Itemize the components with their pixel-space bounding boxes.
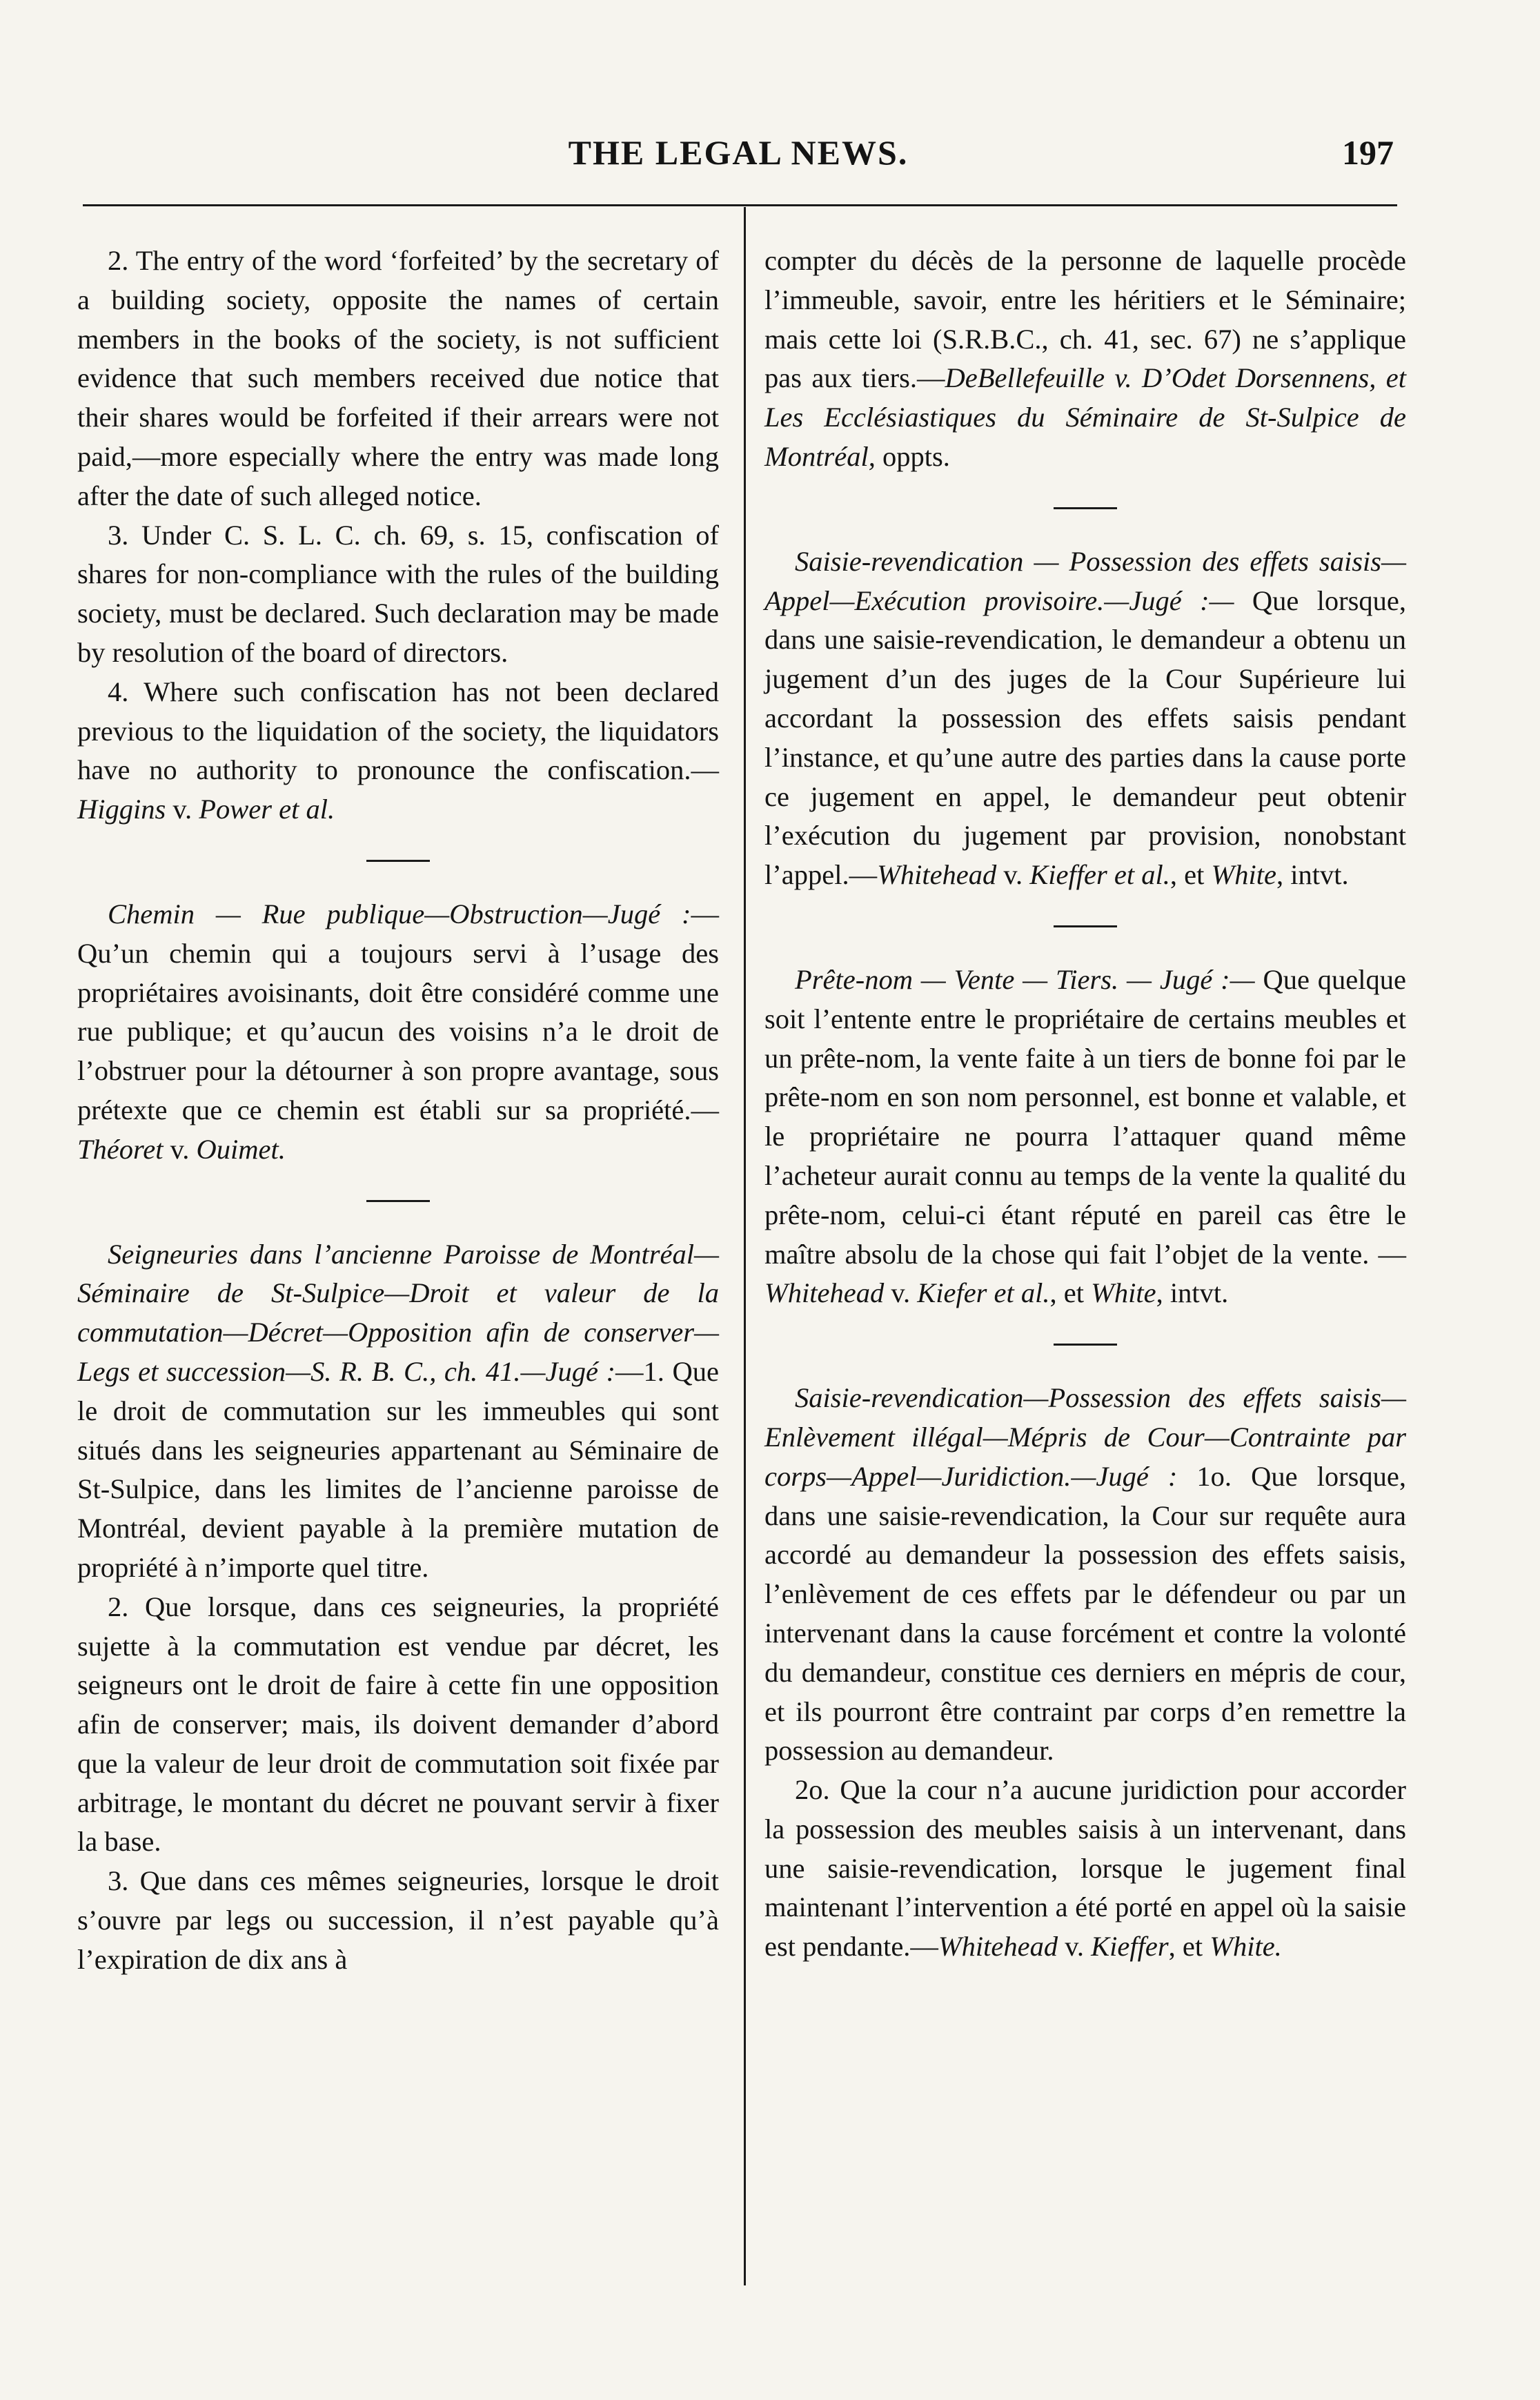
case-party: White [1211,859,1276,891]
continued-text: compter du décès de la personne de laquelle procède l’immeuble, savoir, entre les héritiers et le Séminaire; mais cette loi (S.R.B.C., ch. 41, sec. 67) ne s’applique pas aux tiers.— [764,245,1406,394]
saisie-note-1 [764,542,1406,895]
case-party: Higgins [77,794,166,825]
case-party: Power et al. [199,794,335,825]
conjunction: , et [1168,1931,1210,1963]
case-party: Whitehead [764,1277,885,1309]
case-party: Kieffer [1091,1931,1169,1963]
case-party: Whitehead [877,859,997,891]
header-rule [83,204,1397,206]
page-number: 197 [1342,133,1394,172]
chemin-text: —Qu’un chemin qui a toujours servi à l’usage des propriétaires avoisinants, doit être considéré comme une rue publique; et qu’aucun des voisins n’a le droit de l’obstruer pour la détourner à son propre avantage, sous prétexte que ce chemin est établi sur sa propriété.— [77,898,719,1125]
case-party: White [1091,1277,1156,1309]
paragraph-3: 3. Under C. S. L. C. ch. 69, s. 15, confiscation of shares for non-compliance with the rules of the building society, must be declared. Such declaration may be made by resolution of the board of directors. [77,519,719,668]
continued-paragraph [764,242,1406,477]
seigneuries-heading: Seigneuries dans l’ancienne Paroisse de Montréal—Séminaire de St-Sulpice—Droit et valeur de la commutation—Décret—Opposition afin de conserver—Legs et succession—S. R. B. C., ch. 41.—Jugé : [77,1238,719,1387]
saisie-point-2 [764,1771,1406,1967]
versus: v. [884,1277,918,1309]
case-party: Théoret [77,1133,164,1165]
right-column [764,242,1406,1967]
versus: v. [166,794,199,825]
case-party: Kiefer et al. [917,1277,1050,1309]
section-separator [366,1200,430,1202]
prete-nom-note [764,961,1406,1313]
paragraph-2: 2. The entry of the word ‘forfeited’ by the secretary of a building society, opposite the names of certain members in the books of the society, is not sufficient evidence that such members received due notice that their shares would be forfeited if their arrears were not paid,—more especially where the entry was made long after the date of such alleged notice. [77,245,719,511]
section-separator [1054,507,1117,509]
case-party: Kieffer et al. [1029,859,1170,891]
case-party: White. [1210,1931,1282,1963]
case-party: Whitehead [938,1931,1058,1963]
versus: v. [163,1133,197,1165]
left-column [77,242,719,1980]
chemin-note [77,895,719,1170]
column-divider [744,207,746,2285]
page-header [83,132,1394,195]
seigneuries-point-3: 3. Que dans ces mêmes seigneuries, lorsque le droit s’ouvre par legs ou succession, il n’est payable qu’à l’expiration de dix ans à [77,1865,719,1975]
case-parties: DeBellefeuille v. D’Odet Dorsennens, et Les Ecclésiastiques du Séminaire de St-Sulpice de Montréal, [764,362,1406,472]
conjunction: , et [1169,859,1212,891]
saisie-point-2-text: 2o. Que la cour n’a aucune juridiction pour accorder la possession des meubles saisis à un intervenant, dans une saisie-revendication, lorsque le jugement final maintenant l’intervention a été porté en appel où la saisie est pendante.— [764,1774,1406,1963]
seigneuries-point-1: —1. Que le droit de commutation sur les immeubles qui sont situés dans les seigneuries appartenant au Séminaire de St-Sulpice, dans les limites de l’ancienne paroisse de Montréal, devient payable à la première mutation de propriété à n’importe quel titre. [77,1355,719,1583]
section-separator [1054,1344,1117,1346]
section-separator [366,860,430,862]
saisie-point-1: 1o. Que lorsque, dans une saisie-revendication, la Cour sur requête aura accordé au demandeur la possession des effets saisis, l’enlèvement de ces effets par le défendeur ou par un intervenant dans la cause forcément et contre la volonté du demandeur, constitue ces derniers en mépris de cour, et ils pourront être contraint par corps d’en remettre la possession au demandeur. [764,1460,1406,1767]
case-party: Ouimet. [196,1133,286,1165]
versus: v. [996,859,1030,891]
continued-tail: oppts. [875,440,950,472]
paragraph-4-text: 4. Where such confiscation has not been declared previous to the liquidation of the society, the liquidators have no authority to pronounce the confiscation.— [77,676,719,786]
versus: v. [1058,1931,1092,1963]
prete-nom-text: Que quelque soit l’entente entre le propriétaire de certains meubles et un prête-nom, la vente faite à un tiers de bonne foi par le prête-nom en son nom personnel, est bonne et valable, et le propriétaire ne pourra l’attaquer quand même l’acheteur aurait connu au temps de la vente la qualité du prête-nom, celui-ci étant réputé en pareil cas être le maître absolu de la chose qui fait l’objet de la vente. — [764,963,1406,1270]
conjunction: , et [1049,1277,1092,1309]
chemin-heading: Chemin — Rue publique—Obstruction—Jugé : [108,898,691,929]
saisie-heading-1: Saisie-revendication — Possession des effets saisis—Appel—Exécution provisoire.—Jugé :— [764,545,1406,616]
section-separator [1054,925,1117,927]
paragraph-4 [77,673,719,829]
running-head: THE LEGAL NEWS. [568,133,909,172]
saisie-heading-2: Saisie-revendication—Possession des effets saisis—Enlèvement illégal—Mépris de Cour—Contrainte par corps—Appel—Juridiction.—Jugé : [764,1382,1406,1492]
saisie-note-2 [764,1379,1406,1771]
party-role: , intvt. [1276,859,1349,891]
saisie-text-1: Que lorsque, dans une saisie-revendication, le demandeur a obtenu un jugement d’un des juges de la Cour Supérieure lui accordant la possession des effets saisis pendant l’instance, et qu’une autre des parties dans la cause porte ce jugement en appel, le demandeur peut obtenir l’exécution du jugement par provision, nonobstant l’appel.— [764,584,1407,891]
party-role: , intvt. [1156,1277,1229,1309]
seigneuries-note [77,1235,719,1588]
prete-nom-heading: Prête-nom — Vente — Tiers. — Jugé :— [795,963,1255,995]
seigneuries-point-2: 2. Que lorsque, dans ces seigneuries, la propriété sujette à la commutation est vendue par décret, les seigneurs ont le droit de faire à cette fin une opposition afin de conserver; mais, ils doivent demander d’abord que la valeur de leur droit de commutation soit fixée par arbitrage, le montant du décret ne pouvant servir à fixer la base. [77,1591,719,1858]
